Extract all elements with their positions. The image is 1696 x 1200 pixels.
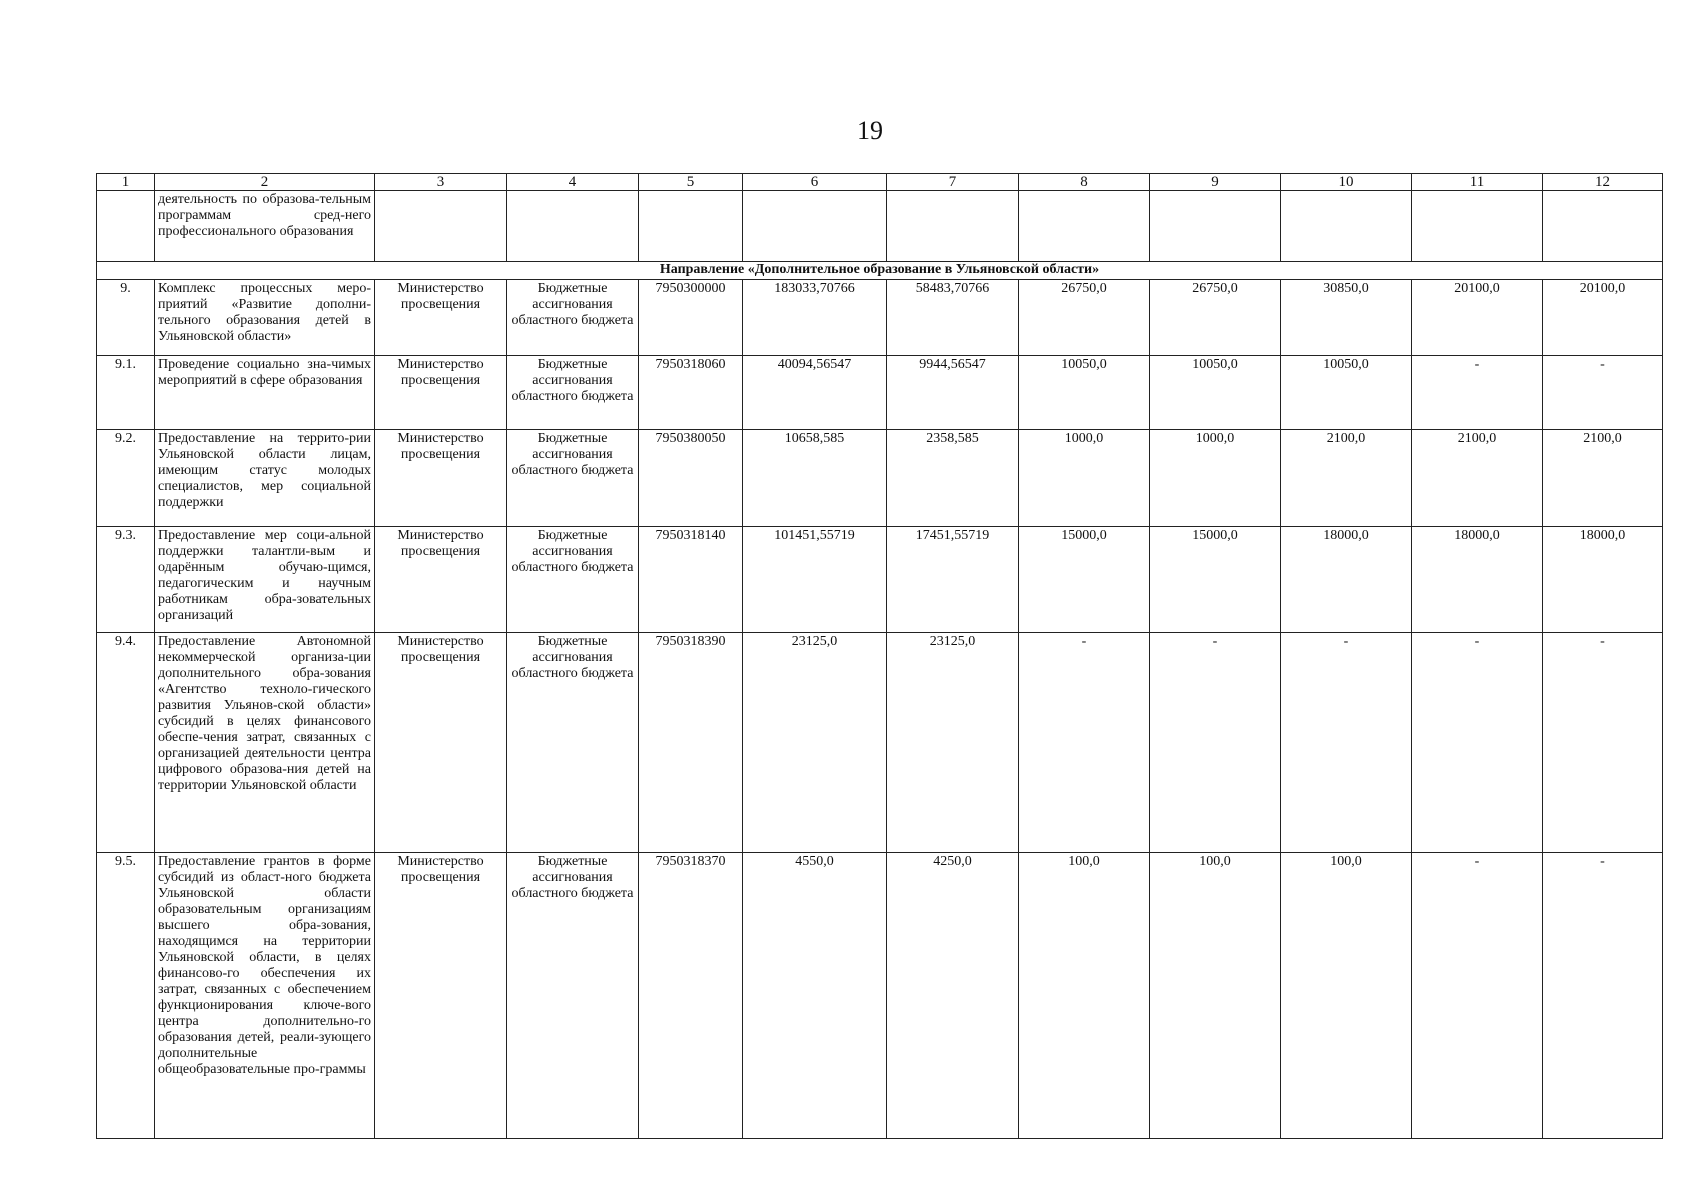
budget-code-cell: 7950318060: [639, 356, 743, 430]
year-value-cell: 18000,0: [1543, 527, 1663, 633]
year-value-cell: 18000,0: [1412, 527, 1543, 633]
empty-cell: [375, 191, 507, 262]
measure-name: Комплекс процессных меро-приятий «Развитие дополни-тельного образования детей в Ульяновской области»: [155, 280, 375, 356]
measure-name: Предоставление грантов в форме субсидий из област-ного бюджета Ульяновской области образовательным организациям высшего обра-зования, находящимся на территории Ульяновской области, в целях финансово-го обеспечения их затрат, связанных с обеспечением функционирования ключе-вого центра дополнительно-го образования детей, реали-зующего дополнительные общеобразовательные про-граммы: [155, 853, 375, 1139]
year-value-cell: 4250,0: [887, 853, 1019, 1139]
empty-cell: [1019, 191, 1150, 262]
empty-cell: [1281, 191, 1412, 262]
year-value-cell: 20100,0: [1412, 280, 1543, 356]
empty-cell: [1412, 191, 1543, 262]
year-value-cell: 23125,0: [887, 633, 1019, 853]
budget-code-cell: 7950318370: [639, 853, 743, 1139]
year-value-cell: -: [1543, 356, 1663, 430]
table-row: [97, 853, 1663, 1139]
row-number: 9.: [97, 280, 155, 356]
column-number: 1: [97, 174, 155, 191]
year-value-cell: 15000,0: [1150, 527, 1281, 633]
year-value-cell: 100,0: [1281, 853, 1412, 1139]
row-number: [97, 191, 155, 262]
page-number: 19: [857, 116, 883, 145]
funding-source-cell: Бюджетные ассигнования областного бюджета: [507, 633, 639, 853]
column-number: 11: [1412, 174, 1543, 191]
section-row: [97, 262, 1663, 280]
budget-code-cell: 7950318140: [639, 527, 743, 633]
column-number: 3: [375, 174, 507, 191]
year-value-cell: -: [1019, 633, 1150, 853]
total-value-cell: 4550,0: [743, 853, 887, 1139]
year-value-cell: 100,0: [1019, 853, 1150, 1139]
budget-table: [96, 173, 1663, 1139]
table-row: [97, 430, 1663, 527]
year-value-cell: 2100,0: [1412, 430, 1543, 527]
measure-name: деятельность по образова-тельным программам сред-него профессионального образования: [155, 191, 375, 262]
year-value-cell: -: [1543, 853, 1663, 1139]
table-row: [97, 527, 1663, 633]
column-number: 10: [1281, 174, 1412, 191]
empty-cell: [507, 191, 639, 262]
measure-name: Предоставление мер соци-альной поддержки талантли-вым и одарённым обучаю-щимся, педагогическим и научным работникам обра-зовательных организаций: [155, 527, 375, 633]
total-value-cell: 101451,55719: [743, 527, 887, 633]
column-number: 7: [887, 174, 1019, 191]
year-value-cell: 58483,70766: [887, 280, 1019, 356]
funding-source-cell: Бюджетные ассигнования областного бюджета: [507, 853, 639, 1139]
column-number-row: [97, 174, 1663, 191]
table-body: [97, 174, 1663, 1139]
empty-cell: [1150, 191, 1281, 262]
measure-name: Предоставление на террито-рии Ульяновской области лицам, имеющим статус молодых специалистов, мер социальной поддержки: [155, 430, 375, 527]
year-value-cell: 15000,0: [1019, 527, 1150, 633]
executor-cell: Министерство просвещения: [375, 430, 507, 527]
table-row: [97, 633, 1663, 853]
total-value-cell: 40094,56547: [743, 356, 887, 430]
empty-cell: [743, 191, 887, 262]
row-number: 9.5.: [97, 853, 155, 1139]
row-number: 9.1.: [97, 356, 155, 430]
year-value-cell: -: [1150, 633, 1281, 853]
year-value-cell: 30850,0: [1281, 280, 1412, 356]
year-value-cell: 20100,0: [1543, 280, 1663, 356]
executor-cell: Министерство просвещения: [375, 853, 507, 1139]
column-number: 9: [1150, 174, 1281, 191]
empty-cell: [887, 191, 1019, 262]
funding-source-cell: Бюджетные ассигнования областного бюджета: [507, 356, 639, 430]
column-number: 6: [743, 174, 887, 191]
section-title: Направление «Дополнительное образование в Ульяновской области»: [97, 262, 1663, 280]
year-value-cell: 17451,55719: [887, 527, 1019, 633]
executor-cell: Министерство просвещения: [375, 633, 507, 853]
total-value-cell: 23125,0: [743, 633, 887, 853]
row-number: 9.4.: [97, 633, 155, 853]
continuation-row: [97, 191, 1663, 262]
funding-source-cell: Бюджетные ассигнования областного бюджета: [507, 280, 639, 356]
funding-source-cell: Бюджетные ассигнования областного бюджета: [507, 430, 639, 527]
column-number: 4: [507, 174, 639, 191]
year-value-cell: -: [1281, 633, 1412, 853]
empty-cell: [639, 191, 743, 262]
row-number: 9.2.: [97, 430, 155, 527]
executor-cell: Министерство просвещения: [375, 356, 507, 430]
year-value-cell: -: [1412, 633, 1543, 853]
year-value-cell: 1000,0: [1150, 430, 1281, 527]
budget-code-cell: 7950380050: [639, 430, 743, 527]
executor-cell: Министерство просвещения: [375, 527, 507, 633]
year-value-cell: -: [1543, 633, 1663, 853]
column-number: 8: [1019, 174, 1150, 191]
measure-name: Предоставление Автономной некоммерческой организа-ции дополнительного обра-зования «Агентство техноло-гического развития Ульянов-ской области» субсидий в целях финансового обеспе-чения затрат, связанных с организацией деятельности центра цифрового образова-ния детей на территории Ульяновской области: [155, 633, 375, 853]
executor-cell: Министерство просвещения: [375, 280, 507, 356]
column-number: 12: [1543, 174, 1663, 191]
year-value-cell: 2100,0: [1281, 430, 1412, 527]
year-value-cell: -: [1412, 853, 1543, 1139]
year-value-cell: 18000,0: [1281, 527, 1412, 633]
year-value-cell: 10050,0: [1281, 356, 1412, 430]
year-value-cell: 26750,0: [1019, 280, 1150, 356]
empty-cell: [1543, 191, 1663, 262]
table-row: [97, 280, 1663, 356]
column-number: 5: [639, 174, 743, 191]
row-number: 9.3.: [97, 527, 155, 633]
year-value-cell: 26750,0: [1150, 280, 1281, 356]
budget-code-cell: 7950318390: [639, 633, 743, 853]
budget-code-cell: 7950300000: [639, 280, 743, 356]
year-value-cell: 100,0: [1150, 853, 1281, 1139]
column-number: 2: [155, 174, 375, 191]
total-value-cell: 183033,70766: [743, 280, 887, 356]
table-row: [97, 356, 1663, 430]
year-value-cell: 10050,0: [1150, 356, 1281, 430]
measure-name: Проведение социально зна-чимых мероприятий в сфере образования: [155, 356, 375, 430]
year-value-cell: 1000,0: [1019, 430, 1150, 527]
funding-source-cell: Бюджетные ассигнования областного бюджета: [507, 527, 639, 633]
total-value-cell: 10658,585: [743, 430, 887, 527]
year-value-cell: -: [1412, 356, 1543, 430]
year-value-cell: 9944,56547: [887, 356, 1019, 430]
year-value-cell: 2358,585: [887, 430, 1019, 527]
year-value-cell: 10050,0: [1019, 356, 1150, 430]
year-value-cell: 2100,0: [1543, 430, 1663, 527]
